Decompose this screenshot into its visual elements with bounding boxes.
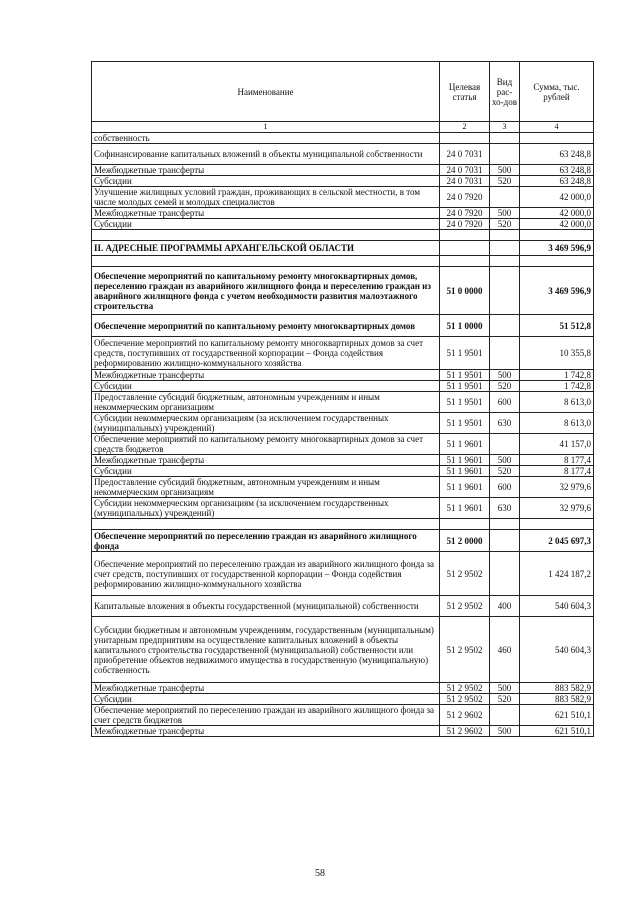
cell-target: 51 2 9602 bbox=[440, 726, 490, 737]
cell-name: Обеспечение мероприятий по переселению граждан из аварийного жилищного фонда за счет средств бюджетов bbox=[92, 705, 440, 726]
cell-sum: 42 000,0 bbox=[520, 208, 594, 219]
cell-target: 51 1 9601 bbox=[440, 477, 490, 498]
cell-target: 51 0 0000 bbox=[440, 267, 490, 315]
cell-target: 51 1 9501 bbox=[440, 413, 490, 434]
cell-sum: 1 742,8 bbox=[520, 370, 594, 381]
table-row bbox=[92, 370, 594, 381]
cell-name: Субсидии некоммерческим организациям (за исключением государственных (муниципальных) учреждений) bbox=[92, 498, 440, 519]
cell-name: Обеспечение мероприятий по переселению граждан из аварийного жилищного фонда за счет средств, поступивших от государственной корпорации – Фонда содействия реформированию жилищно-коммунального хозяйства bbox=[92, 552, 440, 596]
cell-sum: 63 248,8 bbox=[520, 176, 594, 187]
page-number: 58 bbox=[315, 868, 325, 879]
cell-kind bbox=[490, 256, 520, 267]
cell-kind: 520 bbox=[490, 466, 520, 477]
table-row bbox=[92, 477, 594, 498]
cell-name: Обеспечение мероприятий по капитальному ремонту многоквартирных домов bbox=[92, 315, 440, 337]
cell-sum: 1 424 187,2 bbox=[520, 552, 594, 596]
cell-kind: 500 bbox=[490, 726, 520, 737]
cell-target: 51 1 9601 bbox=[440, 434, 490, 455]
cell-sum: 32 979,6 bbox=[520, 477, 594, 498]
cell-name: Межбюджетные трансферты bbox=[92, 370, 440, 381]
budget-table-container bbox=[91, 61, 593, 737]
cell-sum: 8 177,4 bbox=[520, 455, 594, 466]
cell-sum bbox=[520, 519, 594, 530]
cell-target: 24 0 7031 bbox=[440, 144, 490, 165]
header-target: Целевая статья bbox=[440, 62, 490, 122]
cell-target: 51 1 0000 bbox=[440, 315, 490, 337]
header-sum: Сумма, тыс. рублей bbox=[520, 62, 594, 122]
cell-target bbox=[440, 230, 490, 241]
table-row bbox=[92, 596, 594, 617]
cell-name: Субсидии bbox=[92, 176, 440, 187]
cell-kind: 400 bbox=[490, 596, 520, 617]
table-header-row bbox=[92, 62, 594, 122]
cell-kind: 500 bbox=[490, 208, 520, 219]
cell-kind: 630 bbox=[490, 413, 520, 434]
cell-kind bbox=[490, 315, 520, 337]
spacer-row bbox=[92, 256, 594, 267]
cell-kind: 520 bbox=[490, 694, 520, 705]
cell-kind: 630 bbox=[490, 498, 520, 519]
cell-kind bbox=[490, 705, 520, 726]
cell-name: Субсидии bbox=[92, 694, 440, 705]
cell-target: 51 2 9502 bbox=[440, 683, 490, 694]
table-row bbox=[92, 530, 594, 552]
cell-name: Межбюджетные трансферты bbox=[92, 455, 440, 466]
cell-kind: 600 bbox=[490, 392, 520, 413]
cell-name: Межбюджетные трансферты bbox=[92, 165, 440, 176]
table-row bbox=[92, 455, 594, 466]
table-row bbox=[92, 726, 594, 737]
table-row bbox=[92, 144, 594, 165]
cell-kind bbox=[490, 434, 520, 455]
cell-sum: 42 000,0 bbox=[520, 187, 594, 208]
index-3: 3 bbox=[490, 122, 520, 133]
cell-target: 51 1 9501 bbox=[440, 337, 490, 370]
cell-name bbox=[92, 256, 440, 267]
cell-sum: 621 510,1 bbox=[520, 705, 594, 726]
cell-kind: 500 bbox=[490, 455, 520, 466]
cell-name: Предоставление субсидий бюджетным, автономным учреждениям и иным некоммерческим организациям bbox=[92, 392, 440, 413]
index-1: 1 bbox=[92, 122, 440, 133]
cell-target bbox=[440, 133, 490, 144]
cell-target: 51 2 0000 bbox=[440, 530, 490, 552]
cell-name: Капитальные вложения в объекты государственной (муниципальной) собственности bbox=[92, 596, 440, 617]
cell-name: II. АДРЕСНЫЕ ПРОГРАММЫ АРХАНГЕЛЬСКОЙ ОБЛАСТИ bbox=[92, 241, 440, 256]
index-2: 2 bbox=[440, 122, 490, 133]
cell-sum: 540 604,3 bbox=[520, 596, 594, 617]
cell-target bbox=[440, 519, 490, 530]
spacer-row bbox=[92, 230, 594, 241]
cell-target: 51 2 9502 bbox=[440, 617, 490, 683]
cell-kind bbox=[490, 187, 520, 208]
table-row bbox=[92, 165, 594, 176]
column-index-row bbox=[92, 122, 594, 133]
cell-kind bbox=[490, 230, 520, 241]
cell-sum: 41 157,0 bbox=[520, 434, 594, 455]
cell-kind bbox=[490, 337, 520, 370]
cell-kind: 460 bbox=[490, 617, 520, 683]
cell-sum bbox=[520, 230, 594, 241]
cell-kind bbox=[490, 519, 520, 530]
cell-sum: 2 045 697,3 bbox=[520, 530, 594, 552]
cell-name: Субсидии некоммерческим организациям (за исключением государственных (муниципальных) учреждений) bbox=[92, 413, 440, 434]
cell-target: 51 1 9501 bbox=[440, 381, 490, 392]
cell-kind: 500 bbox=[490, 165, 520, 176]
cell-target: 51 1 9501 bbox=[440, 370, 490, 381]
cell-name: Субсидии бюджетным и автономным учреждениям, государственным (муниципальным) унитарным предприятиям на осуществление капитальных вложений в объекты капитального строительства государственной (муниципальной) собственности или приобретение объектов недвижимого имущества в государственную (муниципальную) собственность bbox=[92, 617, 440, 683]
cell-sum: 63 248,8 bbox=[520, 144, 594, 165]
cell-sum: 3 469 596,9 bbox=[520, 241, 594, 256]
cell-kind: 520 bbox=[490, 176, 520, 187]
cell-target: 51 1 9501 bbox=[440, 392, 490, 413]
table-row bbox=[92, 267, 594, 315]
table-row bbox=[92, 617, 594, 683]
cell-target: 24 0 7920 bbox=[440, 208, 490, 219]
table-row bbox=[92, 705, 594, 726]
index-4: 4 bbox=[520, 122, 594, 133]
cell-sum: 1 742,8 bbox=[520, 381, 594, 392]
cell-name: Обеспечение мероприятий по капитальному ремонту многоквартирных домов за счет средств, поступивших от государственной корпорации – Фонда содействия реформированию жилищно-коммунального хозяйства bbox=[92, 337, 440, 370]
cell-target: 51 1 9601 bbox=[440, 498, 490, 519]
table-row bbox=[92, 133, 594, 144]
table-row bbox=[92, 413, 594, 434]
cell-name: Субсидии bbox=[92, 381, 440, 392]
cell-sum bbox=[520, 256, 594, 267]
cell-sum: 63 248,8 bbox=[520, 165, 594, 176]
cell-target: 24 0 7031 bbox=[440, 176, 490, 187]
cell-name: Предоставление субсидий бюджетным, автономным учреждениям и иным некоммерческим организациям bbox=[92, 477, 440, 498]
cell-kind bbox=[490, 530, 520, 552]
cell-sum: 42 000,0 bbox=[520, 219, 594, 230]
table-row bbox=[92, 219, 594, 230]
cell-kind: 520 bbox=[490, 219, 520, 230]
cell-name: Субсидии bbox=[92, 466, 440, 477]
cell-target: 51 2 9502 bbox=[440, 596, 490, 617]
cell-sum: 51 512,8 bbox=[520, 315, 594, 337]
budget-table bbox=[91, 61, 594, 737]
cell-kind bbox=[490, 133, 520, 144]
table-row bbox=[92, 392, 594, 413]
cell-name: Межбюджетные трансферты bbox=[92, 208, 440, 219]
cell-sum: 8 177,4 bbox=[520, 466, 594, 477]
cell-sum: 883 582,9 bbox=[520, 694, 594, 705]
cell-kind: 500 bbox=[490, 370, 520, 381]
table-row bbox=[92, 552, 594, 596]
table-row bbox=[92, 381, 594, 392]
cell-name: Обеспечение мероприятий по капитальному ремонту многоквартирных домов, переселению граждан из аварийного жилищного фонда и переселению граждан из аварийного жилищного фонда с учетом необходимости развития малоэтажного строительства bbox=[92, 267, 440, 315]
table-row bbox=[92, 683, 594, 694]
cell-target bbox=[440, 241, 490, 256]
cell-name: Субсидии bbox=[92, 219, 440, 230]
cell-name: Обеспечение мероприятий по капитальному ремонту многоквартирных домов за счет средств бюджетов bbox=[92, 434, 440, 455]
table-row bbox=[92, 208, 594, 219]
table-row bbox=[92, 498, 594, 519]
cell-sum: 8 613,0 bbox=[520, 392, 594, 413]
cell-kind: 600 bbox=[490, 477, 520, 498]
cell-name: Межбюджетные трансферты bbox=[92, 683, 440, 694]
cell-target: 24 0 7031 bbox=[440, 165, 490, 176]
cell-name: Софинансирование капитальных вложений в объекты муниципальной собственности bbox=[92, 144, 440, 165]
cell-name bbox=[92, 519, 440, 530]
cell-sum: 883 582,9 bbox=[520, 683, 594, 694]
table-row bbox=[92, 466, 594, 477]
cell-target: 51 1 9601 bbox=[440, 455, 490, 466]
cell-sum bbox=[520, 133, 594, 144]
cell-target: 24 0 7920 bbox=[440, 187, 490, 208]
table-row bbox=[92, 315, 594, 337]
cell-kind bbox=[490, 241, 520, 256]
cell-target: 51 2 9602 bbox=[440, 705, 490, 726]
table-row bbox=[92, 187, 594, 208]
cell-kind bbox=[490, 144, 520, 165]
cell-name: Обеспечение мероприятий по переселению граждан из аварийного жилищного фонда bbox=[92, 530, 440, 552]
table-row bbox=[92, 434, 594, 455]
cell-name: собственность bbox=[92, 133, 440, 144]
cell-name: Межбюджетные трансферты bbox=[92, 726, 440, 737]
table-row bbox=[92, 176, 594, 187]
cell-target: 24 0 7920 bbox=[440, 219, 490, 230]
cell-target bbox=[440, 256, 490, 267]
table-body bbox=[92, 133, 594, 737]
cell-sum: 3 469 596,9 bbox=[520, 267, 594, 315]
header-name: Наименование bbox=[92, 62, 440, 122]
section-row bbox=[92, 241, 594, 256]
header-kind: Вид рас-хо-дов bbox=[490, 62, 520, 122]
cell-kind bbox=[490, 552, 520, 596]
table-row bbox=[92, 337, 594, 370]
cell-kind bbox=[490, 267, 520, 315]
cell-target: 51 1 9601 bbox=[440, 466, 490, 477]
table-row bbox=[92, 694, 594, 705]
cell-target: 51 2 9502 bbox=[440, 552, 490, 596]
cell-sum: 32 979,6 bbox=[520, 498, 594, 519]
cell-target: 51 2 9502 bbox=[440, 694, 490, 705]
cell-kind: 520 bbox=[490, 381, 520, 392]
cell-name: Улучшение жилищных условий граждан, проживающих в сельской местности, в том числе молодых семей и молодых специалистов bbox=[92, 187, 440, 208]
cell-sum: 621 510,1 bbox=[520, 726, 594, 737]
spacer-row bbox=[92, 519, 594, 530]
cell-kind: 500 bbox=[490, 683, 520, 694]
cell-sum: 8 613,0 bbox=[520, 413, 594, 434]
cell-name bbox=[92, 230, 440, 241]
cell-sum: 10 355,8 bbox=[520, 337, 594, 370]
cell-sum: 540 604,3 bbox=[520, 617, 594, 683]
